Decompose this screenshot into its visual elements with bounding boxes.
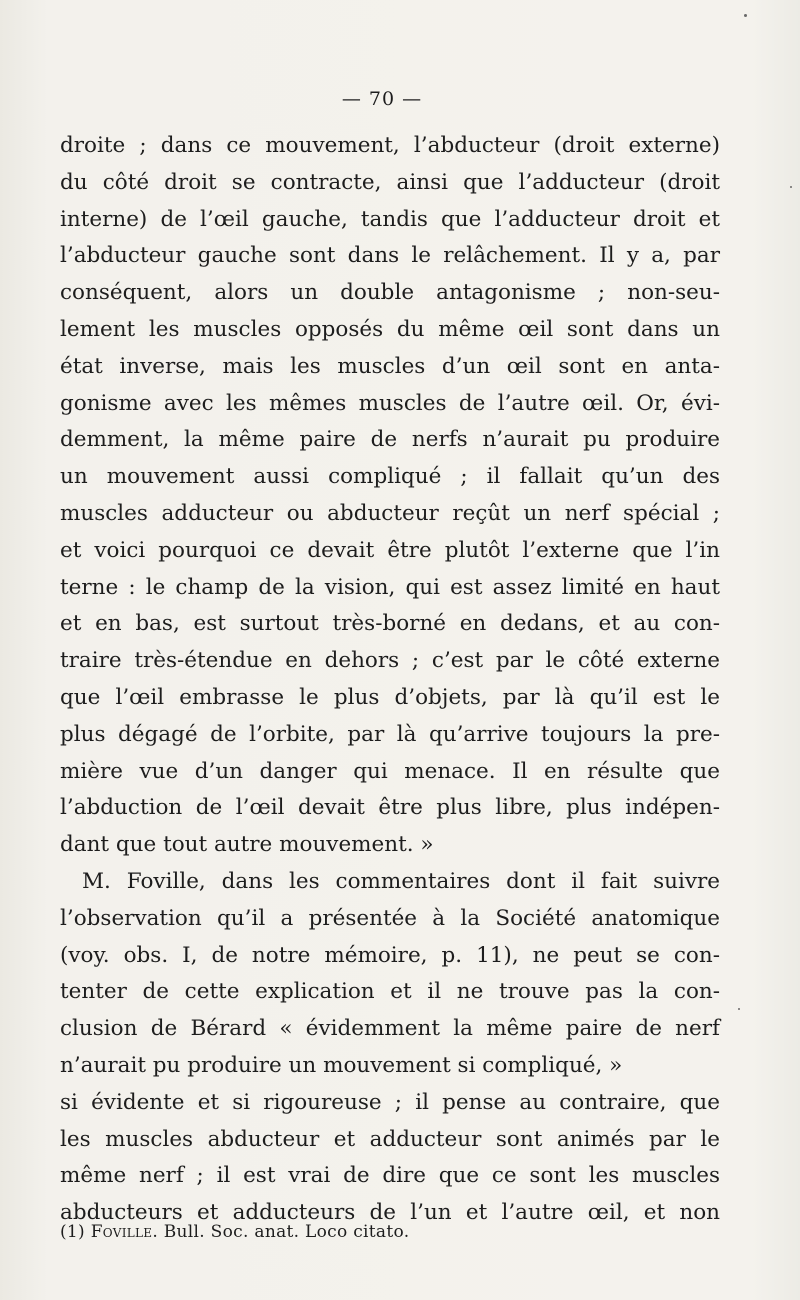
text-line: état inverse, mais les muscles d’un œil sont en anta-: [60, 353, 720, 379]
print-speck: [744, 14, 747, 17]
text-line: si évidente et si rigoureuse ; il pense au contraire, que: [60, 1089, 720, 1115]
page-number: — 70 —: [341, 88, 423, 110]
text-line: gonisme avec les mêmes muscles de l’autre œil. Or, évi-: [60, 390, 720, 416]
text-line: les muscles abducteur et adducteur sont animés par le: [60, 1126, 720, 1152]
text-line: et en bas, est surtout très-borné en dedans, et au con-: [60, 611, 720, 637]
text-line: plus dégagé de l’orbite, par là qu’arrive toujours la pre-: [60, 721, 720, 747]
text-line: du côté droit se contracte, ainsi que l’adducteur (droit: [60, 169, 720, 195]
text-line: demment, la même paire de nerfs n’aurait pu produire: [60, 427, 720, 453]
text-line: M. Foville, dans les commentaires dont il fait suivre: [82, 868, 720, 894]
text-line: abducteurs et adducteurs de l’un et l’autre œil, et non: [60, 1200, 720, 1226]
text-line: l’abducteur gauche sont dans le relâchement. Il y a, par: [60, 243, 720, 269]
text-line: dant que tout autre mouvement. »: [60, 832, 434, 858]
text-line: lement les muscles opposés du même œil sont dans un: [60, 316, 720, 342]
text-line: conséquent, alors un double antagonisme ; non-seu-: [60, 280, 720, 306]
text-line: mière vue d’un danger qui menace. Il en résulte que: [60, 758, 720, 784]
footnote-marker: (1): [60, 1222, 85, 1242]
text-line: terne : le champ de la vision, qui est assez limité en haut: [60, 574, 720, 600]
print-speck: [738, 1008, 740, 1010]
text-line: l’abduction de l’œil devait être plus libre, plus indépen-: [60, 795, 720, 821]
text-line: traire très-étendue en dehors ; c’est par le côté externe: [60, 648, 720, 674]
text-line: l’observation qu’il a présentée à la Société anatomique: [60, 905, 720, 931]
text-line: et voici pourquoi ce devait être plutôt l’externe que l’in: [60, 537, 720, 563]
body-text: [60, 128, 720, 1232]
text-line: que l’œil embrasse le plus d’objets, par là qu’il est le: [60, 684, 720, 710]
text-line: muscles adducteur ou abducteur reçût un nerf spécial ;: [60, 500, 720, 526]
text-line: droite ; dans ce mouvement, l’abducteur (droit externe): [60, 133, 720, 158]
footnote-text: . Bull. Soc. anat. Loco citato.: [152, 1222, 410, 1242]
text-line: interne) de l’œil gauche, tandis que l’adducteur droit et: [60, 206, 720, 232]
text-line: même nerf ; il est vrai de dire que ce sont les muscles: [60, 1163, 720, 1189]
text-line: un mouvement aussi compliqué ; il fallait qu’un des: [60, 464, 720, 490]
text-line: (voy. obs. I, de notre mémoire, p. 11), ne peut se con-: [60, 942, 720, 968]
footnote-author: Foville: [90, 1222, 153, 1242]
print-speck: [790, 186, 792, 188]
text-line: tenter de cette explication et il ne trouve pas la con-: [60, 979, 720, 1005]
text-line: clusion de Bérard « évidemment la même paire de nerf: [60, 1016, 720, 1042]
footnote: [60, 1222, 409, 1242]
text-line: n’aurait pu produire un mouvement si compliqué, »: [60, 1052, 623, 1078]
